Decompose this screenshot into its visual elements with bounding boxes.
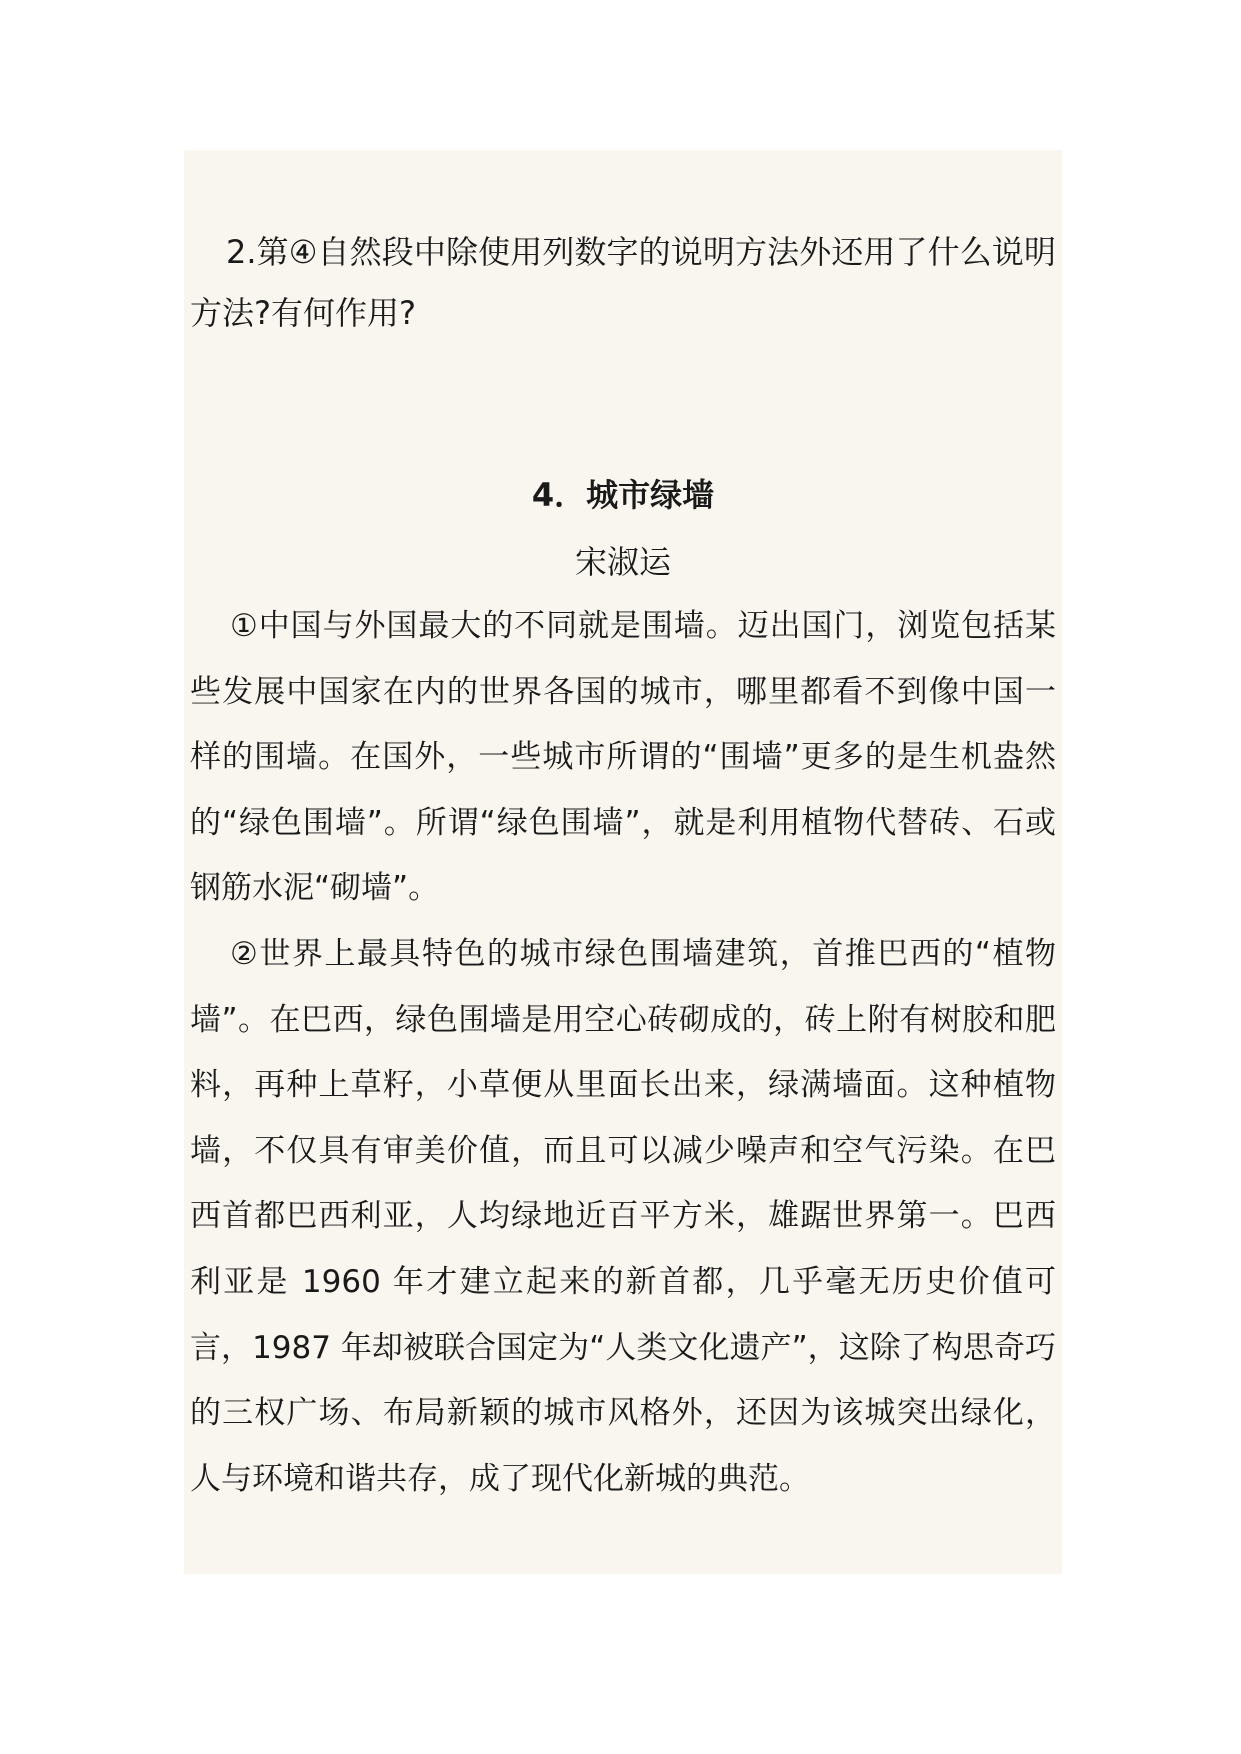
article-title: 4．城市绿墙 [531, 476, 715, 514]
paragraph-1: ①中国与外国最大的不同就是围墙。迈出国门，浏览包括某些发展中国家在内的世界各国的城市，哪里都看不到像中国一样的围墙。在国外，一些城市所谓的“围墙”更多的是生机盎然的“绿色围墙”。所谓“绿色围墙”，就是利用植物代替砖、石或钢筋水泥“砌墙”。 [190, 608, 1056, 907]
paragraph-2: ②世界上最具特色的城市绿色围墙建筑，首推巴西的“植物墙”。在巴西，绿色围墙是用空心砖砌成的，砖上附有树胶和肥料，再种上草籽，小草便从里面长出来，绿满墙面。这种植物墙，不仅具有审美价值，而且可以减少噪声和空气污染。在巴西首都巴西利亚，人均绿地近百平方米，雄踞世界第一。巴西利亚是 1960 年才建立起来的新首都，几乎毫无历史价值可言，1987 年却被联合国定为“人类文化遗产”，这除了构思奇巧的三权广场、布局新颖的城市风格外，还因为该城突出绿化，人与环境和谐共存，成了现代化新城的典范。 [190, 936, 1056, 1497]
question-text: 2.第④自然段中除使用列数字的说明方法外还用了什么说明方法?有何作用? [190, 233, 1056, 332]
article-author: 宋淑运 [574, 543, 671, 581]
